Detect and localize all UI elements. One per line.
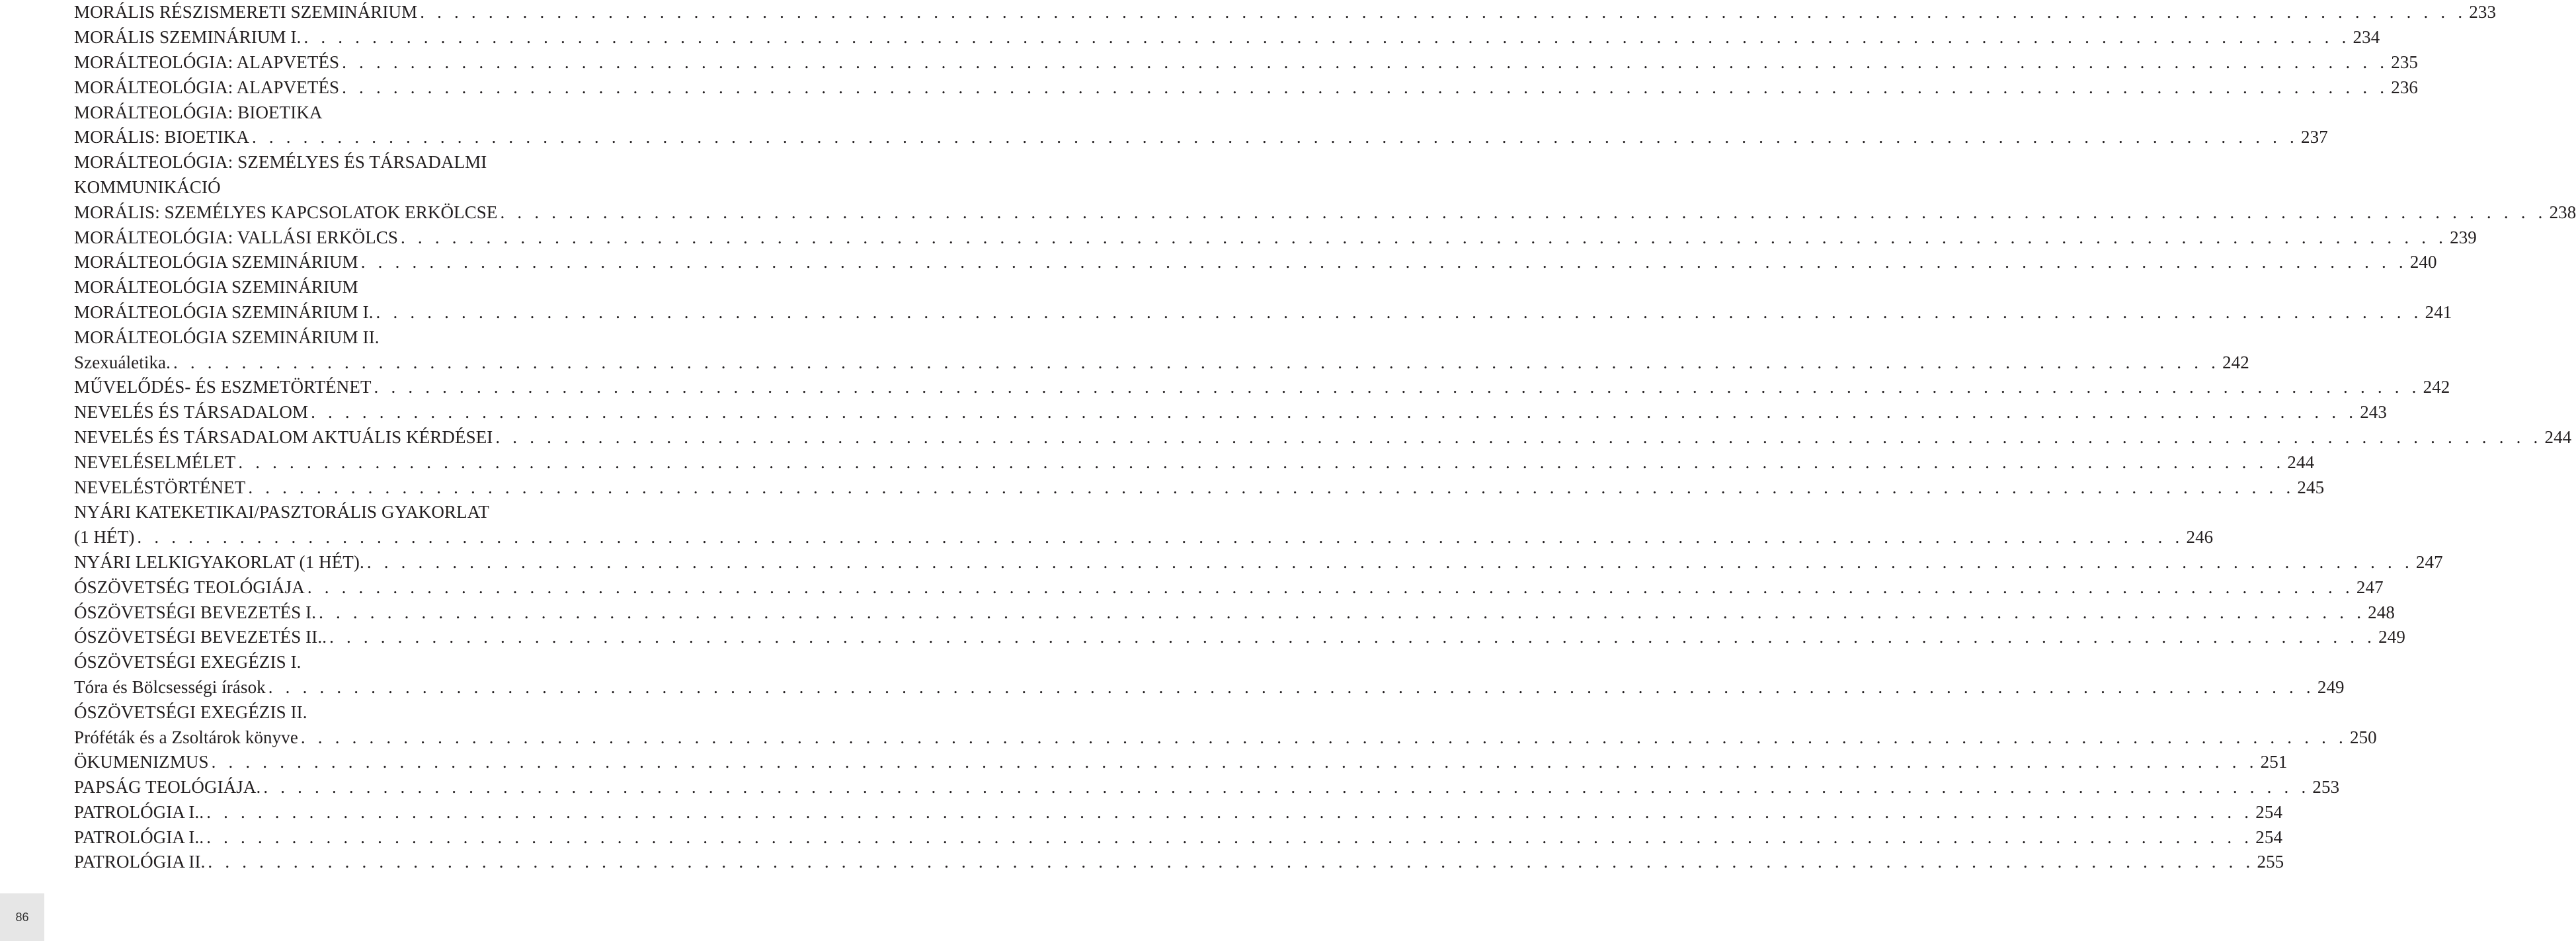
toc-entry-page-number: 233 [2469,2,2497,22]
toc-entry-page-number: 245 [2297,477,2325,497]
dot-leader: . . . . . . . . . . . . . . . . . . . . . . . . . . . . . . . . . . . . . . . . . . . . . . . . . . . . . . . . . . . . . . . . . . . . . . . . . . . . . . . . . . . . . . . . . . . . . . . . . . . . . . . . . . . . . . . . . . . . . . . . [329,627,2376,647]
toc-entry-page-number: 247 [2356,577,2384,597]
toc-entry-page-number: 242 [2222,352,2249,372]
toc-entry [74,250,2437,275]
toc-entry-page-number: 255 [2257,852,2284,872]
dot-leader: . . . . . . . . . . . . . . . . . . . . . . . . . . . . . . . . . . . . . . . . . . . . . . . . . . . . . . . . . . . . . . . . . . . . . . . . . . . . . . . . . . . . . . . . . . . . . . . . . . . . . . . . . . . . . . . . . . . . . . . . [366,552,2413,572]
toc-entry-title: MORÁLIS: BIOETIKA [74,127,249,147]
page-number: 86 [15,910,29,924]
toc-entry-title: ÓSZÖVETSÉGI EXEGÉZIS II. [74,702,307,722]
toc-entry [74,50,2419,75]
toc-entry-page-number: 254 [2255,801,2283,822]
toc-entry [74,650,633,675]
dot-leader: . . . . . . . . . . . . . . . . . . . . . . . . . . . . . . . . . . . . . . . . . . . . . . . . . . . . . . . . . . . . . . . . . . . . . . . . . . . . . . . . . . . . . . . . . . . . . . . . . . . . . . . . . . . . . . . . . . . . . . . . [251,127,2298,147]
toc-entry [74,0,2497,25]
dot-leader: . . . . . . . . . . . . . . . . . . . . . . . . . . . . . . . . . . . . . . . . . . . . . . . . . . . . . . . . . . . . . . . . . . . . . . . . . . . . . . . . . . . . . . . . . . . . . . . . . . . . . . . . . . . . . . . . . . . . . . . . [303,27,2351,48]
toc-entry-title: MORÁLTEOLÓGIA SZEMINÁRIUM I. [74,302,374,322]
toc-entry [74,700,633,725]
toc-entry-title: MORÁLTEOLÓGIA: BIOETIKA [74,102,323,122]
toc-entry [74,825,2283,850]
toc-entry [74,475,2325,500]
toc-entry [74,75,2419,100]
toc-entry-page-number: 238 [2549,202,2576,222]
toc-entry [74,425,2572,450]
dot-leader: . . . . . . . . . . . . . . . . . . . . . . . . . . . . . . . . . . . . . . . . . . . . . . . . . . . . . . . . . . . . . . . . . . . . . . . . . . . . . . . . . . . . . . . . . . . . . . . . . . . . . . . . . . . . . . . . . . . . . . . . [311,402,2358,423]
toc-entry-title: ÓSZÖVETSÉG TEOLÓGIÁJA [74,577,305,597]
toc-entry-page-number: 247 [2415,552,2443,572]
dot-leader: . . . . . . . . . . . . . . . . . . . . . . . . . . . . . . . . . . . . . . . . . . . . . . . . . . . . . . . . . . . . . . . . . . . . . . . . . . . . . . . . . . . . . . . . . . . . . . . . . . . . . . . . . . . . . . . . . . . . . . . . [500,202,2547,222]
dot-leader: . . . . . . . . . . . . . . . . . . . . . . . . . . . . . . . . . . . . . . . . . . . . . . . . . . . . . . . . . . . . . . . . . . . . . . . . . . . . . . . . . . . . . . . . . . . . . . . . . . . . . . . . . . . . . . . . . . . . . . . . [263,777,2310,798]
toc-entry-title: ÓSZÖVETSÉGI BEVEZETÉS I. [74,602,317,622]
toc-entry-page-number: 254 [2255,827,2283,847]
toc-entry [74,150,633,175]
toc-entry-title: MORÁLIS RÉSZISMERETI SZEMINÁRIUM [74,2,418,22]
toc-entry-title: MORÁLTEOLÓGIA: ALAPVETÉS [74,77,340,97]
toc-entry [74,625,2405,650]
dot-leader: . . . . . . . . . . . . . . . . . . . . . . . . . . . . . . . . . . . . . . . . . . . . . . . . . . . . . . . . . . . . . . . . . . . . . . . . . . . . . . . . . . . . . . . . . . . . . . . . . . . . . . . . . . . . . . . . . . . . . . . . [268,676,2315,697]
toc-entry [74,850,2284,875]
toc-entry-title: NEVELÉSELMÉLET [74,452,236,472]
toc-entry-page-number: 251 [2260,752,2288,772]
dot-leader: . . . . . . . . . . . . . . . . . . . . . . . . . . . . . . . . . . . . . . . . . . . . . . . . . . . . . . . . . . . . . . . . . . . . . . . . . . . . . . . . . . . . . . . . . . . . . . . . . . . . . . . . . . . . . . . . . . . . . . . . [307,577,2354,597]
toc-entry [74,175,633,200]
toc-entry-title: PATROLÓGIA I.. [74,827,204,847]
toc-entry-page-number: 248 [2368,602,2395,622]
toc-entry-title: Tóra és Bölcsességi írások [74,676,266,697]
toc-entry-title: MORÁLIS: SZEMÉLYES KAPCSOLATOK ERKÖLCSE [74,202,498,222]
toc-entry-title: KOMMUNIKÁCIÓ [74,177,221,197]
toc-entry-title: PAPSÁG TEOLÓGIÁJA. [74,777,261,798]
dot-leader: . . . . . . . . . . . . . . . . . . . . . . . . . . . . . . . . . . . . . . . . . . . . . . . . . . . . . . . . . . . . . . . . . . . . . . . . . . . . . . . . . . . . . . . . . . . . . . . . . . . . . . . . . . . . . . . . . . . . . . . . [376,302,2423,322]
toc-entry-page-number: 249 [2317,676,2345,697]
dot-leader: . . . . . . . . . . . . . . . . . . . . . . . . . . . . . . . . . . . . . . . . . . . . . . . . . . . . . . . . . . . . . . . . . . . . . . . . . . . . . . . . . . . . . . . . . . . . . . . . . . . . . . . . . . . . . . . . . . . . . . . . [360,252,2407,272]
toc-entry [74,300,2452,325]
toc-entry-title: MORÁLTEOLÓGIA: ALAPVETÉS [74,52,340,72]
toc-entry-title: MORÁLIS SZEMINÁRIUM I. [74,27,302,48]
dot-leader: . . . . . . . . . . . . . . . . . . . . . . . . . . . . . . . . . . . . . . . . . . . . . . . . . . . . . . . . . . . . . . . . . . . . . . . . . . . . . . . . . . . . . . . . . . . . . . . . . . . . . . . . . . . . . . . . . . . . . . . . [342,52,2389,72]
toc-entry-page-number: 236 [2391,77,2419,97]
dot-leader: . . . . . . . . . . . . . . . . . . . . . . . . . . . . . . . . . . . . . . . . . . . . . . . . . . . . . . . . . . . . . . . . . . . . . . . . . . . . . . . . . . . . . . . . . . . . . . . . . . . . . . . . . . . . . . . . . . . . . . . . [211,752,2258,772]
toc-entry-title: PATROLÓGIA II. [74,852,206,872]
dot-leader: . . . . . . . . . . . . . . . . . . . . . . . . . . . . . . . . . . . . . . . . . . . . . . . . . . . . . . . . . . . . . . . . . . . . . . . . . . . . . . . . . . . . . . . . . . . . . . . . . . . . . . . . . . . . . . . . . . . . . . . . [300,727,2347,747]
toc-entry-page-number: 249 [2378,627,2405,647]
toc-entry-page-number: 242 [2423,377,2450,397]
toc-entry-page-number: 244 [2544,427,2572,447]
toc-entry-page-number: 243 [2360,402,2387,423]
toc-entry-page-number: 241 [2425,302,2452,322]
toc-entry [74,100,633,125]
toc-entry [74,600,2395,625]
toc-entry-page-number: 235 [2391,52,2419,72]
table-of-contents [74,0,2576,875]
toc-entry [74,350,2249,375]
toc-entry-title: Próféták és a Zsoltárok könyve [74,727,298,747]
dot-leader: . . . . . . . . . . . . . . . . . . . . . . . . . . . . . . . . . . . . . . . . . . . . . . . . . . . . . . . . . . . . . . . . . . . . . . . . . . . . . . . . . . . . . . . . . . . . . . . . . . . . . . . . . . . . . . . . . . . . . . . . [208,852,2255,872]
toc-entry [74,525,2214,550]
toc-entry-title: (1 HÉT) [74,527,135,548]
dot-leader: . . . . . . . . . . . . . . . . . . . . . . . . . . . . . . . . . . . . . . . . . . . . . . . . . . . . . . . . . . . . . . . . . . . . . . . . . . . . . . . . . . . . . . . . . . . . . . . . . . . . . . . . . . . . . . . . . . . . . . . . [374,377,2421,397]
toc-entry [74,200,2576,225]
toc-entry-title: ÓSZÖVETSÉGI BEVEZETÉS II.. [74,627,327,647]
toc-entry-title: Szexuáletika. [74,352,171,372]
toc-entry-page-number: 239 [2450,227,2477,247]
toc-entry-title: ÖKUMENIZMUS [74,752,209,772]
toc-entry [74,275,633,300]
page-number-badge [0,893,44,941]
dot-leader: . . . . . . . . . . . . . . . . . . . . . . . . . . . . . . . . . . . . . . . . . . . . . . . . . . . . . . . . . . . . . . . . . . . . . . . . . . . . . . . . . . . . . . . . . . . . . . . . . . . . . . . . . . . . . . . . . . . . . . . . [206,801,2253,822]
toc-entry-title: NEVELÉSTÖRTÉNET [74,477,246,497]
dot-leader: . . . . . . . . . . . . . . . . . . . . . . . . . . . . . . . . . . . . . . . . . . . . . . . . . . . . . . . . . . . . . . . . . . . . . . . . . . . . . . . . . . . . . . . . . . . . . . . . . . . . . . . . . . . . . . . . . . . . . . . . [137,527,2184,548]
dot-leader: . . . . . . . . . . . . . . . . . . . . . . . . . . . . . . . . . . . . . . . . . . . . . . . . . . . . . . . . . . . . . . . . . . . . . . . . . . . . . . . . . . . . . . . . . . . . . . . . . . . . . . . . . . . . . . . . . . . . . . . . [342,77,2389,97]
toc-entry-title: MŰVELŐDÉS- ÉS ESZMETÖRTÉNET [74,377,372,397]
dot-leader: . . . . . . . . . . . . . . . . . . . . . . . . . . . . . . . . . . . . . . . . . . . . . . . . . . . . . . . . . . . . . . . . . . . . . . . . . . . . . . . . . . . . . . . . . . . . . . . . . . . . . . . . . . . . . . . . . . . . . . . . [319,602,2366,622]
toc-entry [74,125,2328,150]
toc-entry-page-number: 253 [2312,777,2340,798]
toc-entry-page-number: 244 [2287,452,2315,472]
toc-entry [74,375,2450,400]
toc-entry [74,325,633,350]
toc-entry-title: ÓSZÖVETSÉGI EXEGÉZIS I. [74,652,302,673]
toc-entry-page-number: 240 [2409,252,2437,272]
toc-entry [74,400,2387,425]
toc-entry-title: NEVELÉS ÉS TÁRSADALOM AKTUÁLIS KÉRDÉSEI [74,427,493,447]
dot-leader: . . . . . . . . . . . . . . . . . . . . . . . . . . . . . . . . . . . . . . . . . . . . . . . . . . . . . . . . . . . . . . . . . . . . . . . . . . . . . . . . . . . . . . . . . . . . . . . . . . . . . . . . . . . . . . . . . . . . . . . . [248,477,2295,497]
toc-entry-title: MORÁLTEOLÓGIA SZEMINÁRIUM [74,277,358,298]
toc-entry [74,675,2345,700]
toc-entry-title: MORÁLTEOLÓGIA: SZEMÉLYES ÉS TÁRSADALMI [74,152,487,173]
toc-entry [74,450,2315,475]
toc-entry-title: NYÁRI KATEKETIKAI/PASZTORÁLIS GYAKORLAT [74,502,489,522]
toc-entry [74,500,633,525]
toc-entry-page-number: 237 [2301,127,2328,147]
dot-leader: . . . . . . . . . . . . . . . . . . . . . . . . . . . . . . . . . . . . . . . . . . . . . . . . . . . . . . . . . . . . . . . . . . . . . . . . . . . . . . . . . . . . . . . . . . . . . . . . . . . . . . . . . . . . . . . . . . . . . . . . [173,352,2220,372]
dot-leader: . . . . . . . . . . . . . . . . . . . . . . . . . . . . . . . . . . . . . . . . . . . . . . . . . . . . . . . . . . . . . . . . . . . . . . . . . . . . . . . . . . . . . . . . . . . . . . . . . . . . . . . . . . . . . . . . . . . . . . . . [420,2,2467,22]
dot-leader: . . . . . . . . . . . . . . . . . . . . . . . . . . . . . . . . . . . . . . . . . . . . . . . . . . . . . . . . . . . . . . . . . . . . . . . . . . . . . . . . . . . . . . . . . . . . . . . . . . . . . . . . . . . . . . . . . . . . . . . . [401,227,2448,247]
toc-entry [74,575,2384,600]
dot-leader: . . . . . . . . . . . . . . . . . . . . . . . . . . . . . . . . . . . . . . . . . . . . . . . . . . . . . . . . . . . . . . . . . . . . . . . . . . . . . . . . . . . . . . . . . . . . . . . . . . . . . . . . . . . . . . . . . . . . . . . . [206,827,2253,847]
toc-entry [74,725,2377,750]
toc-entry [74,25,2380,50]
toc-entry-title: NYÁRI LELKIGYAKORLAT (1 HÉT). [74,552,364,572]
toc-entry [74,775,2340,800]
toc-entry [74,225,2477,250]
toc-entry-title: MORÁLTEOLÓGIA SZEMINÁRIUM [74,252,358,272]
toc-entry [74,550,2443,575]
toc-entry-title: MORÁLTEOLÓGIA: VALLÁSI ERKÖLCS [74,227,399,247]
dot-leader: . . . . . . . . . . . . . . . . . . . . . . . . . . . . . . . . . . . . . . . . . . . . . . . . . . . . . . . . . . . . . . . . . . . . . . . . . . . . . . . . . . . . . . . . . . . . . . . . . . . . . . . . . . . . . . . . . . . . . . . . [495,427,2542,447]
toc-entry-page-number: 246 [2186,527,2214,548]
dot-leader: . . . . . . . . . . . . . . . . . . . . . . . . . . . . . . . . . . . . . . . . . . . . . . . . . . . . . . . . . . . . . . . . . . . . . . . . . . . . . . . . . . . . . . . . . . . . . . . . . . . . . . . . . . . . . . . . . . . . . . . . [238,452,2285,472]
toc-entry [74,800,2283,825]
toc-entry-title: NEVELÉS ÉS TÁRSADALOM [74,402,309,423]
toc-entry-page-number: 250 [2349,727,2377,747]
toc-entry-title: PATROLÓGIA I.. [74,801,204,822]
toc-entry-title: MORÁLTEOLÓGIA SZEMINÁRIUM II. [74,327,380,347]
toc-entry-page-number: 234 [2353,27,2380,48]
toc-entry [74,750,2288,775]
